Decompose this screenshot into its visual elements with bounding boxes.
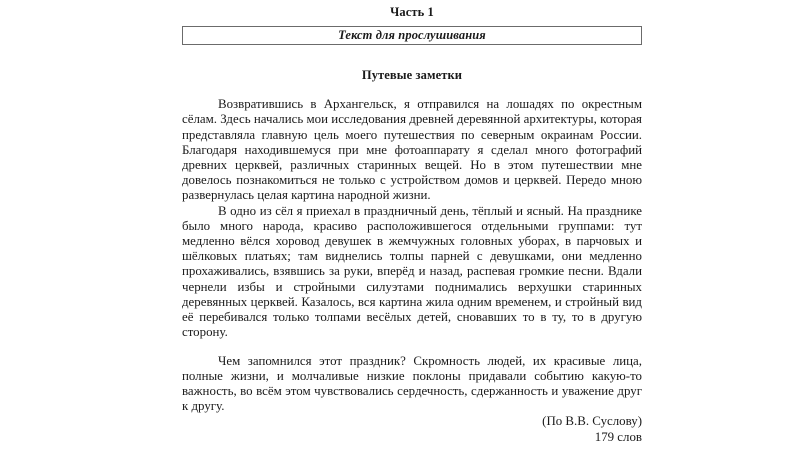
document-content-column: [182, 0, 642, 414]
paragraph: Чем запомнился этот праздник? Скромность людей, их красивые лица, полные жизни, и молчаливые низкие поклоны придавали событию какую-то важность, во всём этом чувствовались сердечность, сдержанность и уважение друг к другу.: [182, 353, 642, 414]
listening-text-box-label: Текст для прослушивания: [338, 27, 486, 42]
body-text: [182, 83, 642, 414]
listening-text-box: [182, 26, 642, 45]
paragraph: В одно из сёл я приехал в праздничный день, тёплый и ясный. На празднике было много народа, красиво расположившегося отдельными группами: тут медленно вёлся хоровод девушек в жемчужных головных уборах, в парчовых и шёлковых платьях; там виднелись толпы парней с девушками, они медленно прохаживались, взявшись за руки, вперёд и назад, распевая громкие песни. Вдали чернели избы и стройными силуэтами поднимались верхушки старинных деревянных церквей. Казалось, вся картина жила одним временем, и стройный вид её перебивался только толпами весёлых детей, сновавших то в ту, то в другую сторону.: [182, 203, 642, 340]
paragraph: Возвратившись в Архангельск, я отправился на лошадях по окрестным сёлам. Здесь начались мои исследования древней деревянной архитектуры, которая представляла главную цель моего путешествия по северным окраинам России. Благодаря находившемуся при мне фотоаппарату я сделал много фотографий древних церквей, различных старинных вещей. Но в этом путешествии мне довелось познакомиться не только с устройством домов и церквей. Передо мною развернулась целая картина народной жизни.: [182, 97, 642, 203]
part-title: Часть 1: [390, 5, 434, 19]
attribution-text: (По В.В. Суслову): [542, 414, 642, 428]
source-attribution-block: [182, 413, 642, 445]
page-title: Путевые заметки: [361, 67, 463, 82]
word-count: 179 слов: [594, 430, 642, 444]
